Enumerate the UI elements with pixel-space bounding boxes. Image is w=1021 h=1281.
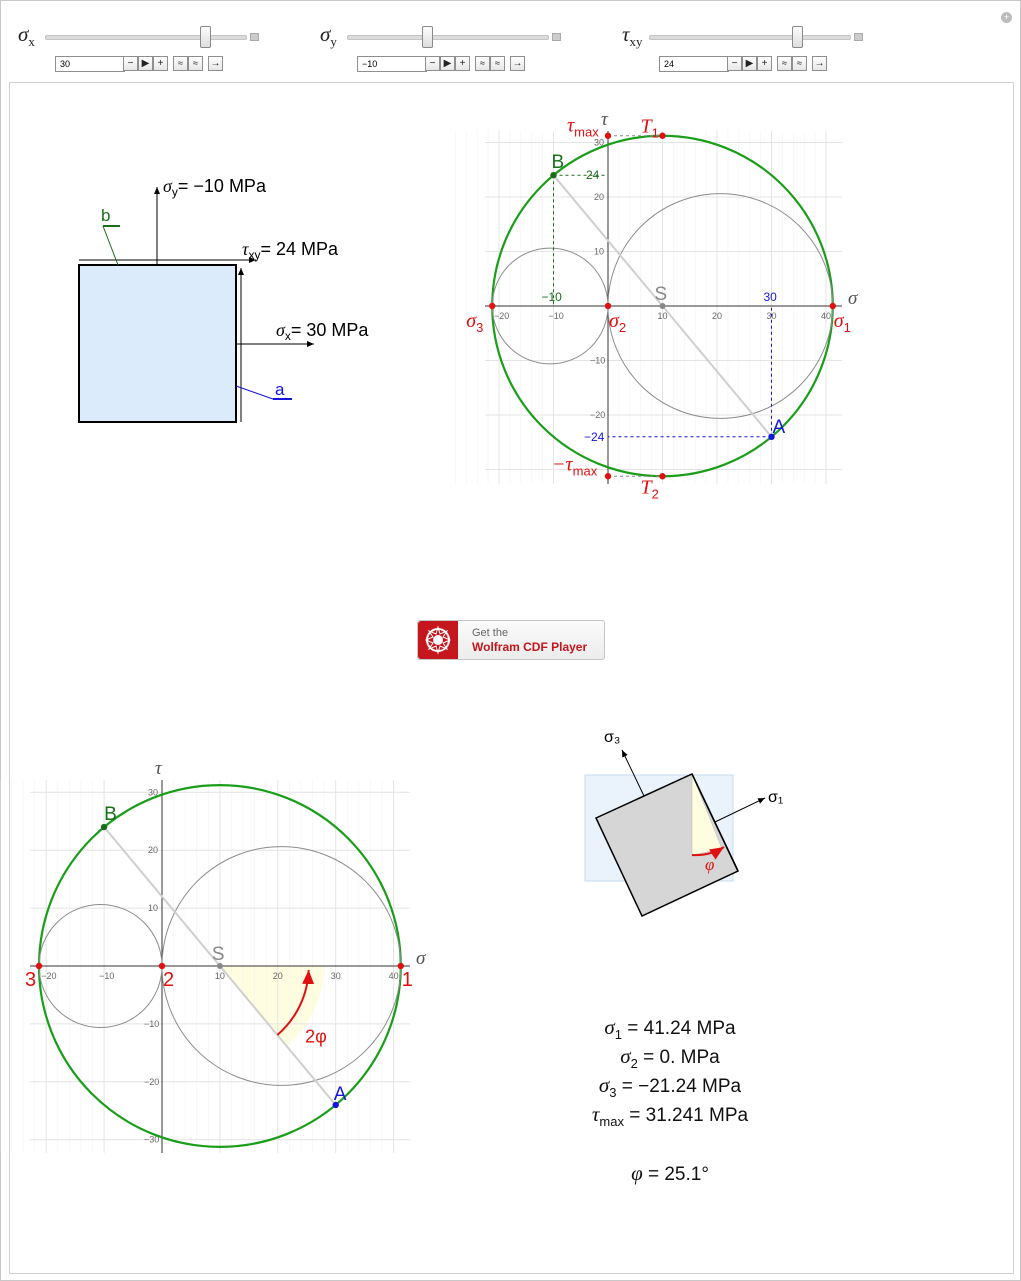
principal-point <box>605 133 611 139</box>
sigma-x-plus-button[interactable]: + <box>153 56 168 71</box>
x-tick-label: 10 <box>214 971 225 981</box>
tau-max-label: $\tau_{max}$ <box>567 114 599 140</box>
neg-tau-max-label: $-\tau_{max}$ <box>552 453 598 479</box>
principal-point <box>605 473 611 479</box>
label-3: 3 <box>25 969 37 991</box>
sigma-y-label: $\sigma_y= -10$ MPa <box>163 176 266 199</box>
principal-point <box>830 303 836 309</box>
tau-xy-plus-button[interactable]: + <box>757 56 772 71</box>
y-tick-label: 30 <box>594 137 605 148</box>
result-sigma3: $\sigma_3 = -21.24$ MPa <box>598 1073 742 1100</box>
tau-xy-minus-button[interactable]: − <box>727 56 742 71</box>
sigma-y-label: $\sigma_y$ <box>320 22 337 50</box>
rotated-element <box>585 729 783 916</box>
sigma-x-label: $\sigma_x= 30$ MPa <box>276 320 369 343</box>
tau-xy-label: $\tau_{xy}$ <box>622 22 643 50</box>
t2-label: $T_2$ <box>640 476 659 502</box>
cdf-line1: Get the <box>472 627 509 639</box>
principal-point <box>659 473 665 479</box>
x-tick-label: 30 <box>766 311 777 321</box>
x-tick-label: 40 <box>821 311 832 321</box>
element-square <box>79 265 236 422</box>
result-phi: φ = 25.1° <box>631 1161 709 1185</box>
center-label: S <box>211 944 225 965</box>
center-label: S <box>654 284 668 305</box>
b-sigma-value: −10 <box>541 290 562 304</box>
face-a-label: a <box>275 380 285 399</box>
sigma2-point-label: $\sigma_2$ <box>609 310 627 335</box>
cdf-player-button[interactable] <box>417 620 605 660</box>
x-tick-label: 10 <box>657 311 668 321</box>
sigma-y-step-button[interactable]: → <box>510 56 525 71</box>
sigma-x-step-button[interactable]: → <box>208 56 223 71</box>
y-tick-label: 10 <box>594 246 605 257</box>
result-tau-max: $\tau_{max} = 31.241$ MPa <box>591 1102 749 1129</box>
x-tick-label: −20 <box>494 311 510 321</box>
y-tick-label: 30 <box>148 787 159 798</box>
y-tick-label: −10 <box>144 1018 160 1029</box>
sigma3-label: σ₃ <box>604 729 621 746</box>
label-1: 1 <box>401 969 413 991</box>
result-sigma1: $\sigma_1 = 41.24$ MPa <box>604 1015 736 1042</box>
result-sigma2: $\sigma_2 = 0$. MPa <box>620 1044 720 1071</box>
point-a-label: A <box>772 416 786 438</box>
sigma-y-play-button[interactable]: ▶ <box>440 56 455 71</box>
mohr-circle-top <box>455 109 858 501</box>
a-tau-value: −24 <box>584 429 605 444</box>
two-phi-label: 2φ <box>305 1026 327 1047</box>
sigma-x-faster-button[interactable]: ≈ <box>173 56 188 71</box>
b-tau-value: 24 <box>586 168 600 183</box>
sigma1-point-label: $\sigma_1$ <box>833 310 851 335</box>
close-icon[interactable]: + <box>1001 12 1012 23</box>
sigma-y-slower-button[interactable]: ≈ <box>490 56 505 71</box>
tau-axis-label: τ <box>155 758 162 779</box>
sigma-y-input[interactable]: −10 <box>357 56 427 72</box>
sigma-x-label: $\sigma_x$ <box>18 22 35 50</box>
sigma-y-plus-button[interactable]: + <box>455 56 470 71</box>
sigma-y-faster-button[interactable]: ≈ <box>475 56 490 71</box>
sigma-axis-label: σ <box>848 288 858 309</box>
y-tick-label: 10 <box>148 903 159 914</box>
label-2: 2 <box>163 969 175 991</box>
face-b-label: b <box>101 206 111 225</box>
x-tick-label: 30 <box>330 971 341 981</box>
point-a-label: A <box>333 1083 347 1105</box>
sigma3-point-label: $\sigma_3$ <box>466 310 484 335</box>
y-tick-label: 20 <box>148 845 159 856</box>
mohr-circle-bottom <box>0 758 426 1153</box>
tau-xy-faster-button[interactable]: ≈ <box>777 56 792 71</box>
tau-axis-label: τ <box>601 109 608 130</box>
sigma-x-minus-button[interactable]: − <box>123 56 138 71</box>
x-tick-label: −10 <box>548 311 564 321</box>
x-tick-label: −10 <box>99 971 115 981</box>
face-b-leader <box>103 226 118 265</box>
sigma1-label: σ₁ <box>768 789 784 806</box>
wolfram-logo-icon <box>418 621 458 659</box>
point-b-label: B <box>551 152 565 174</box>
x-tick-label: −20 <box>41 971 57 981</box>
tau-xy-input[interactable]: 24 <box>659 56 729 72</box>
sigma-x-play-button[interactable]: ▶ <box>138 56 153 71</box>
tau-xy-play-button[interactable]: ▶ <box>742 56 757 71</box>
principal-point <box>36 963 42 969</box>
tau-xy-label: $\tau_{xy}= 24$ MPa <box>242 239 338 262</box>
x-tick-label: 40 <box>388 971 399 981</box>
a-sigma-value: 30 <box>763 290 777 304</box>
results-block <box>560 1013 780 1188</box>
face-a-leader <box>236 386 273 399</box>
principal-point <box>659 133 665 139</box>
phi-label: φ <box>705 855 715 874</box>
x-tick-label: 20 <box>272 971 283 981</box>
t1-label: $T_1$ <box>640 115 659 141</box>
y-tick-label: −20 <box>590 410 606 420</box>
y-tick-label: −30 <box>144 1134 160 1145</box>
sigma-y-minus-button[interactable]: − <box>425 56 440 71</box>
tau-xy-slower-button[interactable]: ≈ <box>792 56 807 71</box>
tau-xy-step-button[interactable]: → <box>812 56 827 71</box>
sigma-x-input[interactable]: 30 <box>55 56 125 72</box>
cdf-line2: Wolfram CDF Player <box>472 640 588 654</box>
principal-point <box>489 303 495 309</box>
y-tick-label: 20 <box>594 192 605 202</box>
principal-point <box>605 303 611 309</box>
sigma-x-slower-button[interactable]: ≈ <box>188 56 203 71</box>
point-b-label: B <box>104 804 117 826</box>
stress-element <box>79 176 369 422</box>
y-tick-label: −20 <box>144 1076 160 1087</box>
sigma-axis-label: σ <box>416 948 426 969</box>
x-tick-label: 20 <box>712 311 723 321</box>
y-tick-label: −10 <box>590 355 606 366</box>
